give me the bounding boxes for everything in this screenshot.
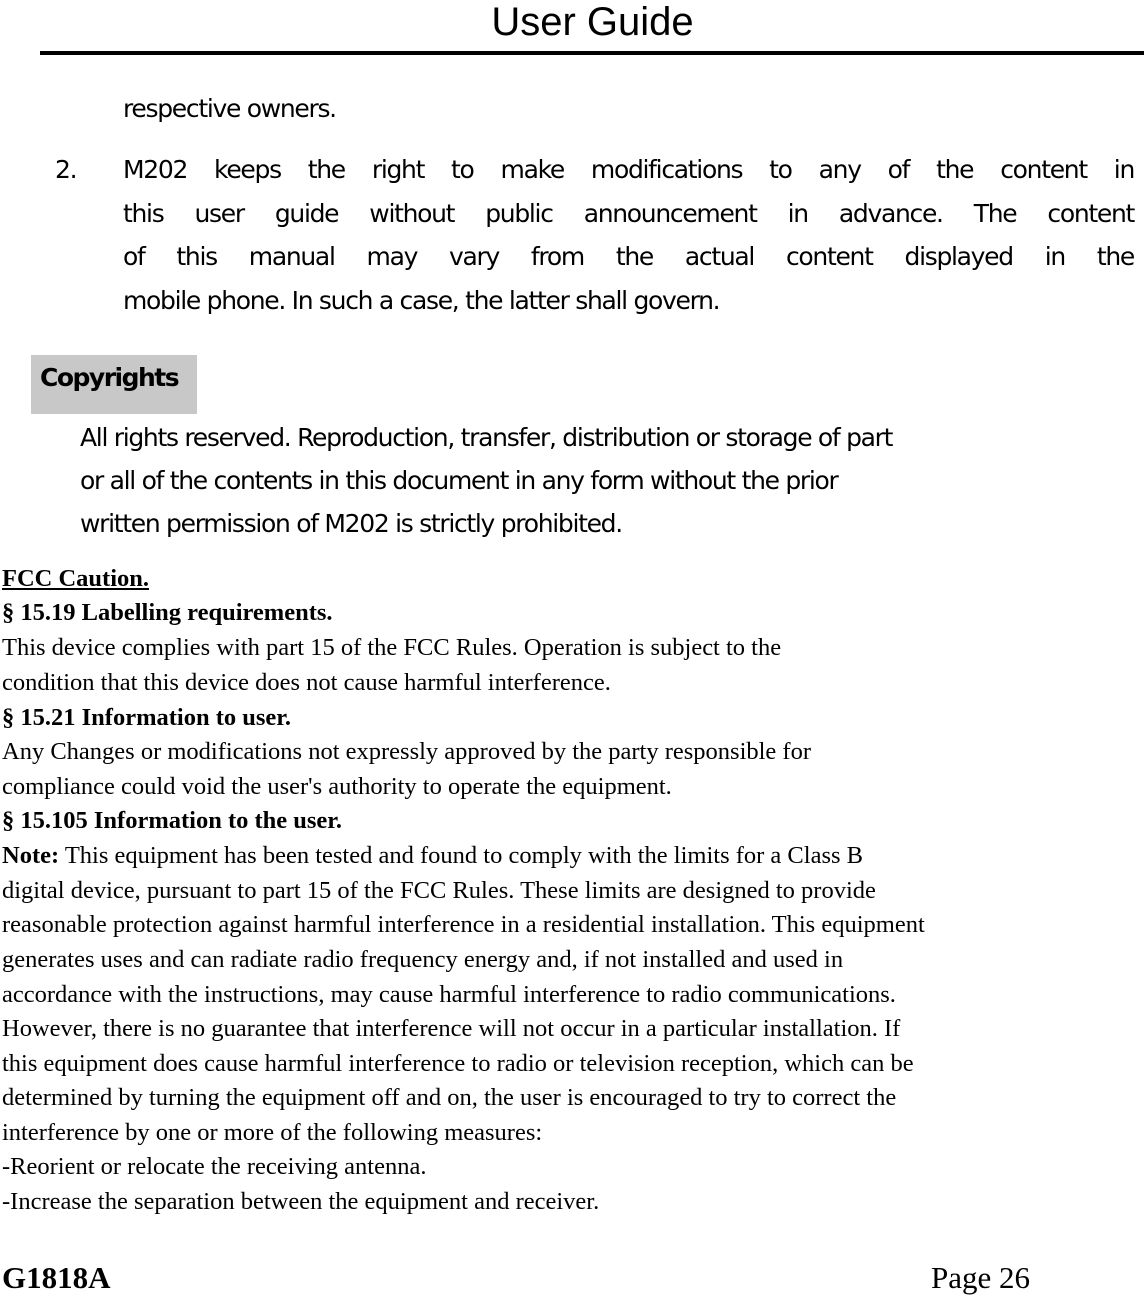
copyrights-line: All rights reserved. Reproduction, transfer, distribution or storage of part xyxy=(80,423,893,452)
body-line: -Increase the separation between the equipment and receiver. xyxy=(2,1188,600,1215)
body-line: interference by one or more of the following measures: xyxy=(2,1119,543,1146)
body-line: Any Changes or modifications not expressly approved by the party responsible for xyxy=(2,738,812,765)
body-line: digital device, pursuant to part 15 of the FCC Rules. These limits are designed to provide xyxy=(2,877,876,904)
note-first-line xyxy=(2,841,863,871)
note-label: Note: xyxy=(2,842,60,869)
section-15-21-heading: § 15.21 Information to user. xyxy=(2,704,292,731)
continuation-line: respective owners. xyxy=(123,94,336,123)
section-15-105-heading: § 15.105 Information to the user. xyxy=(2,807,343,834)
body-line: condition that this device does not cause harmful interference. xyxy=(2,669,611,696)
body-line: generates uses and can radiate radio frequency energy and, if not installed and used in xyxy=(2,946,844,973)
copyrights-heading: Copyrights xyxy=(31,355,197,414)
fcc-caution-heading: FCC Caution. xyxy=(2,565,150,592)
list-item-line: this user guide without public announcement in advance. The content xyxy=(123,199,1134,228)
copyrights-line: or all of the contents in this document in any form without the prior xyxy=(80,466,838,495)
list-item-line: mobile phone. In such a case, the latter shall govern. xyxy=(123,286,720,315)
header-divider xyxy=(40,51,1144,55)
footer-page-number: Page 26 xyxy=(931,1260,1031,1295)
body-line: compliance could void the user's authority to operate the equipment. xyxy=(2,773,672,800)
section-15-19-heading: § 15.19 Labelling requirements. xyxy=(2,599,333,626)
body-line: This device complies with part 15 of the FCC Rules. Operation is subject to the xyxy=(2,634,782,661)
list-item-number: 2. xyxy=(55,155,77,184)
body-line: this equipment does cause harmful interference to radio or television reception, which can be xyxy=(2,1050,914,1077)
body-line: -Reorient or relocate the receiving antenna. xyxy=(2,1153,427,1180)
body-line: However, there is no guarantee that interference will not occur in a particular installation. If xyxy=(2,1015,901,1042)
page-header-title: User Guide xyxy=(491,0,694,44)
body-line: accordance with the instructions, may cause harmful interference to radio communications. xyxy=(2,981,896,1008)
body-line: determined by turning the equipment off and on, the user is encouraged to try to correct the xyxy=(2,1084,897,1111)
list-item-line: M202 keeps the right to make modifications to any of the content in xyxy=(123,155,1134,184)
note-text: This equipment has been tested and found to comply with the limits for a Class B xyxy=(59,842,863,869)
footer-model: G1818A xyxy=(2,1260,111,1295)
list-item-line: of this manual may vary from the actual content displayed in the xyxy=(123,242,1134,271)
body-line: reasonable protection against harmful interference in a residential installation. This equipment xyxy=(2,911,925,938)
copyrights-line: written permission of M202 is strictly prohibited. xyxy=(80,509,622,538)
